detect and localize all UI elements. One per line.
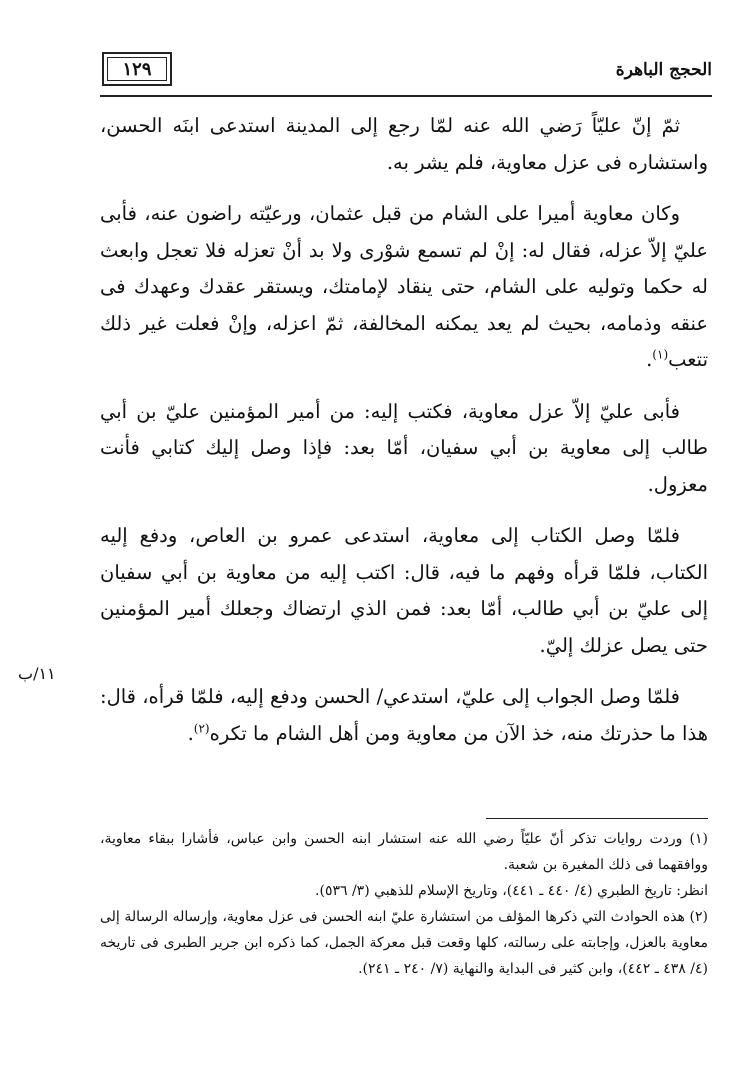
running-title: الحجج الباهرة — [615, 60, 712, 80]
footnote: (١) وردت روايات تذكر أنّ عليّاً رضي الله عنه استشار ابنه الحسن وابن عباس، فأشارا ببقاء معاوية، ووافقهما فى ذلك المغيرة بن شعبة. — [100, 831, 708, 873]
sentence-end: . — [187, 721, 194, 745]
paragraph: ثمّ إنّ عليّاً رَضي الله عنه لمّا رجع إلى المدينة استدعى ابنَه الحسن، واستشاره فى عزل معاوية، فلم يشر به. — [100, 114, 708, 174]
main-text — [100, 108, 708, 767]
paragraph — [100, 196, 708, 379]
footnote-rule — [486, 818, 708, 819]
running-header — [100, 48, 712, 98]
paragraph-text: فلمّا وصل الجواب إلى عليّ، استدعي/ الحسن ودفع إليه، فلمّا قرأه، قال: هذا ما حذرتك منه، خذ الآن من معاوية ومن أهل الشام ما تكره — [100, 685, 708, 745]
footnote: انظر: تاريخ الطبري (٤/ ٤٤٠ ـ ٤٤١)، وتاريخ الإسلام للذهبي (٣/ ٥٣٦). — [315, 883, 708, 899]
footnote-ref: (١) — [652, 347, 669, 362]
footnotes — [100, 826, 708, 982]
sentence-end: . — [646, 348, 653, 371]
footnote: (٢) هذه الحوادث التي ذكرها المؤلف من استشارة عليّ ابنه الحسن فى عزل معاوية، وإرساله الرسالة إلى معاوية بالعزل، وإجابته على رسالته، كلها وقعت قبل معركة الجمل، كما ذكره ابن جرير الطبرى فى تاريخه (٤/ ٤٣٨ ـ ٤٤٢)، وابن كثير فى البداية والنهاية (٧/ ٢٤٠ ـ ٢٤١). — [100, 909, 708, 977]
page-number: ١٢٩ — [102, 52, 172, 86]
footnote-ref: (٢) — [193, 721, 210, 735]
paragraph — [100, 679, 708, 752]
manuscript-folio-note: ١١/ب — [18, 664, 56, 683]
header-rule — [100, 95, 712, 97]
paragraph: فأبى عليّ إلاّ عزل معاوية، فكتب إليه: من أمير المؤمنين عليّ بن أبي طالب إلى معاوية بن أبي سفيان، أمّا بعد: فإذا وصل إليك كتابي فأنت معزول. — [100, 399, 708, 496]
paragraph-text: وكان معاوية أميرا على الشام من قبل عثمان، ورعيّته راضون عنه، فأبى عليّ إلاّ عزله، فقال له: إنْ لم تسمع شوْرى ولا بد أنْ تعزله فلا تعجل وابعث له حكما وتوليه على الشام، حتى ينقاد لإمامتك، ويستقر عقدك وعهدك فى عنقه وذمامه، بحيث لم يعد يمكنه المخالفة، ثمّ اعزله، وإنْ فعلت غير ذلك تتعب — [100, 202, 708, 371]
paragraph: فلمّا وصل الكتاب إلى معاوية، استدعى عمرو بن العاص، ودفع إليه الكتاب، فلمّا قرأه وفهم ما فيه، قال: اكتب إليه من معاوية بن أبي سفيان إلى عليّ بن أبي طالب، أمّا بعد: فمن الذي ارتضاك وجعلك أمير المؤمنين حتى يصل عزلك إليّ. — [100, 524, 708, 657]
